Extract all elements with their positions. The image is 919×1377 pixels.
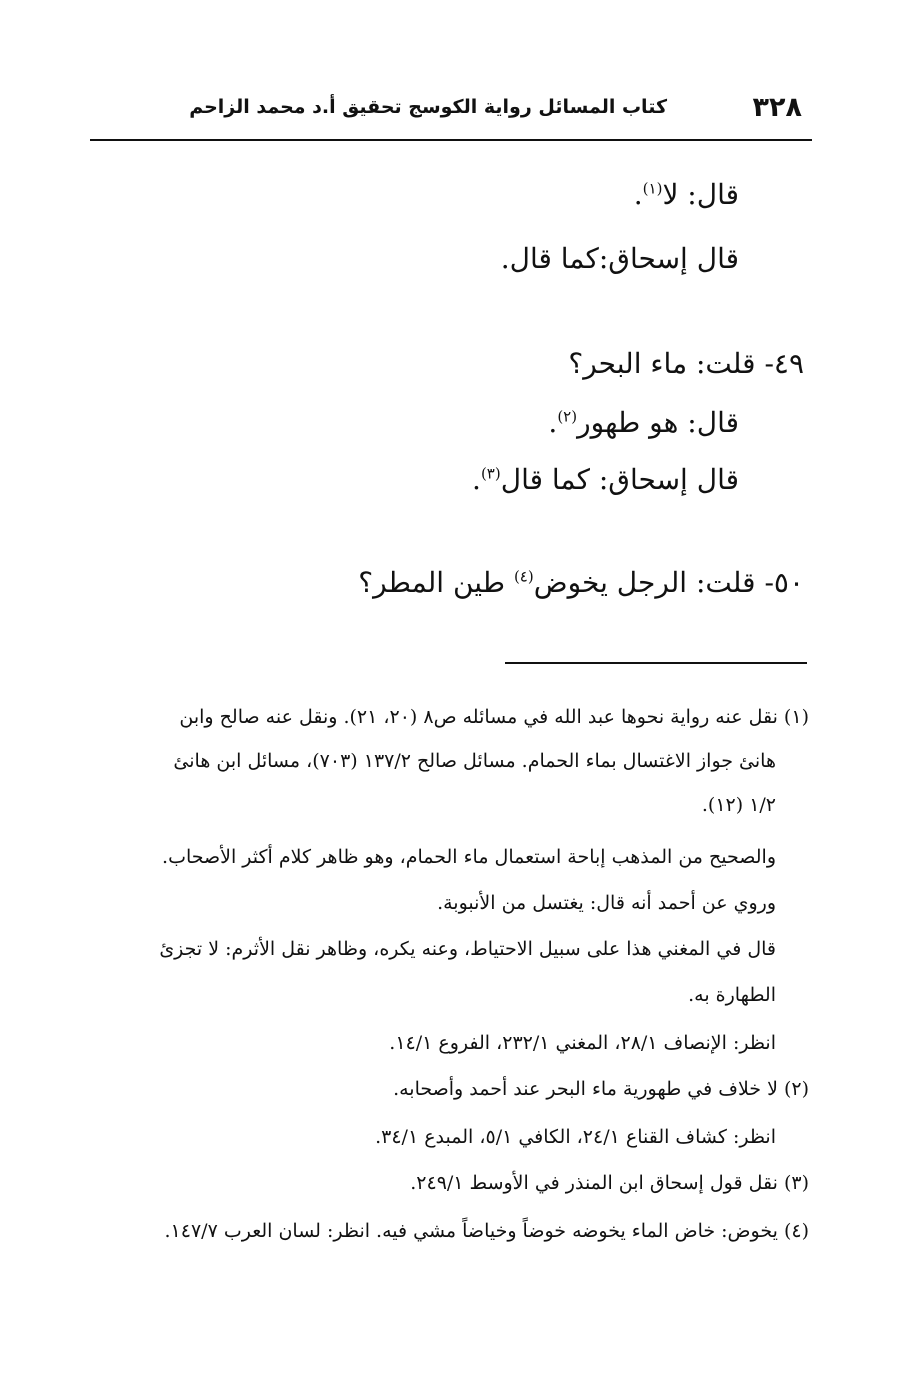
footnote-1-line-5: وروي عن أحمد أنه قال: يغتسل من الأنبوبة. (437, 892, 776, 914)
answer-1-end: . (633, 178, 643, 211)
footnote-ref-3: (٣) (480, 464, 501, 483)
question-50-end: طين المطر؟ (358, 566, 514, 599)
footnote-1-line-1: (١) نقل عنه رواية نحوها عبد الله في مسائله ص٨ (٢٠، ٢١). ونقل عنه صالح وابن (179, 706, 809, 728)
footnote-2-line-2: انظر: كشاف القناع ٢٤/١، الكافي ٥/١، المبدع ٣٤/١. (375, 1126, 776, 1148)
footnote-1-line-7: الطهارة به. (688, 984, 776, 1006)
running-title: كتاب المسائل رواية الكوسج تحقيق أ.د محمد الزاحم (189, 96, 667, 118)
ishaq-line-1 (501, 242, 739, 275)
footnote-1-line-8: انظر: الإنصاف ٢٨/١، المغني ٢٣٢/١، الفروع ١٤/١. (389, 1032, 776, 1054)
footnote-2-line-1: (٢) لا خلاف في طهورية ماء البحر عند أحمد وأصحابه. (393, 1078, 809, 1100)
ishaq-1-text: قال إسحاق:كما قال. (500, 242, 739, 275)
footnote-1-line-6: قال في المغني هذا على سبيل الاحتياط، وعنه يكره، وظاهر نقل الأثرم: لا تجزئ (159, 938, 776, 960)
page-header (90, 92, 812, 132)
ishaq-49-end: . (472, 463, 481, 496)
question-50-text: ٥٠- قلت: الرجل يخوض (533, 566, 804, 599)
footnote-4-line-1: (٤) يخوض: خاض الماء يخوضه خوضاً وخياضاً مشي فيه. انظر: لسان العرب ١٤٧/٧. (164, 1220, 809, 1242)
ishaq-49-text: قال إسحاق: كما قال (500, 463, 739, 496)
header-rule (90, 139, 812, 141)
footnote-ref-2: (٢) (557, 407, 578, 426)
page-number: ٣٢٨ (752, 92, 802, 123)
answer-1-text: قال: لا (662, 178, 739, 211)
question-49-text: ٤٩- قلت: ماء البحر؟ (568, 347, 804, 380)
question-49 (568, 347, 804, 380)
footnote-1-line-2: هانئ جواز الاغتسال بماء الحمام. مسائل صالح ١٣٧/٢ (٧٠٣)، مسائل ابن هانئ (173, 750, 776, 772)
footnote-1-line-3: ١/٢ (١٢). (701, 794, 776, 816)
footnote-3-line-1: (٣) نقل قول إسحاق ابن المنذر في الأوسط ٢٤٩/١. (410, 1172, 809, 1194)
answer-49-end: . (548, 406, 558, 439)
footnote-ref-4: (٤) (513, 567, 534, 586)
ishaq-line-49 (472, 463, 739, 496)
answer-49-text: قال: هو طهور (577, 406, 739, 439)
footnote-ref-1: (١) (642, 179, 663, 198)
footnote-separator (505, 662, 807, 664)
footnote-1-line-4: والصحيح من المذهب إباحة استعمال ماء الحمام، وهو ظاهر كلام أكثر الأصحاب. (162, 846, 776, 868)
answer-line-49 (548, 406, 739, 439)
answer-line-1 (634, 178, 739, 211)
question-50 (358, 566, 804, 599)
